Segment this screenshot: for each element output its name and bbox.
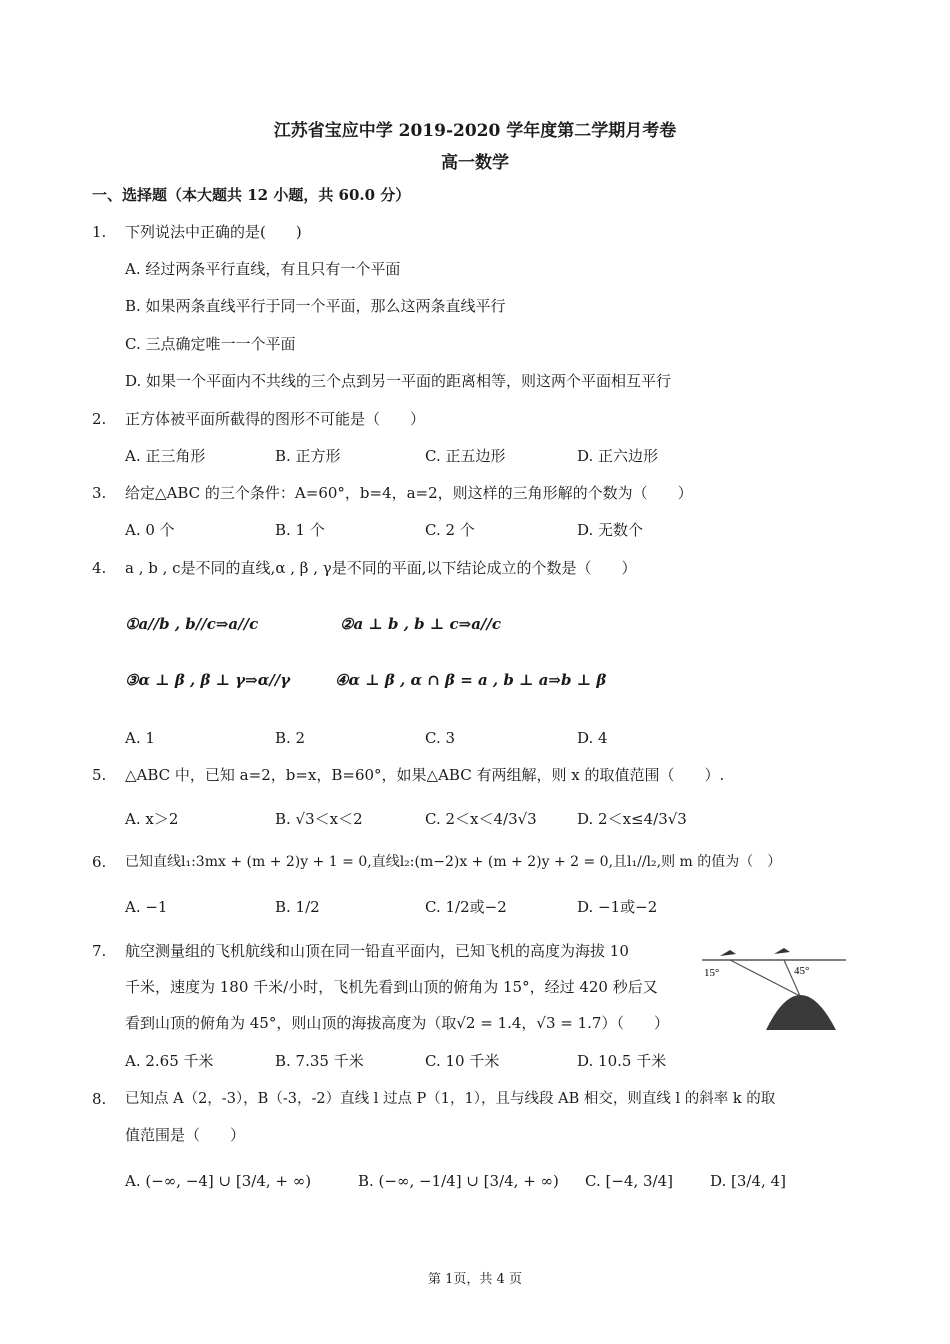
page-title: 江苏省宝应中学 2019-2020 学年度第二学期月考卷 (273, 121, 677, 141)
angle-label-45: 45° (794, 965, 810, 977)
q5-option-a: A. x＞2 (125, 810, 179, 828)
q4-option-a: A. 1 (125, 729, 155, 747)
q6-option-d: D. −1或−2 (577, 898, 658, 916)
q1-number: 1. (92, 223, 107, 241)
q8-option-c: C. [−4, 3/4] (585, 1172, 673, 1190)
q1-option-b: B. 如果两条直线平行于同一个平面，那么这两条直线平行 (125, 297, 506, 315)
q3-option-b: B. 1 个 (275, 521, 325, 539)
section-heading: 一、选择题（本大题共 12 小题，共 60.0 分） (92, 186, 411, 204)
q2-option-d: D. 正六边形 (577, 447, 659, 465)
q5-text: △ABC 中，已知 a=2，b=x，B=60°，如果△ABC 有两组解，则 x 的取值范围（ ）. (125, 766, 725, 784)
q7-mountain-figure (700, 942, 846, 1034)
q4-statement-4: ④α ⊥ β , α ∩ β = a , b ⊥ a⇒b ⊥ β (335, 671, 607, 689)
q4-statement-2: ②a ⊥ b , b ⊥ c⇒a//c (340, 615, 502, 633)
q3-text: 给定△ABC 的三个条件：A=60°，b=4，a=2，则这样的三角形解的个数为（ ） (125, 484, 693, 502)
q4-statement-3: ③α ⊥ β , β ⊥ γ⇒α//γ (125, 671, 291, 689)
q5-option-d: D. 2＜x≤4/3√3 (577, 810, 687, 828)
q3-option-c: C. 2 个 (425, 521, 475, 539)
q3-option-a: A. 0 个 (125, 521, 175, 539)
q5-option-b: B. √3＜x＜2 (275, 810, 363, 828)
q7-option-a: A. 2.65 千米 (125, 1052, 214, 1070)
q8-option-a: A. (−∞, −4] ∪ [3/4, + ∞) (125, 1172, 312, 1190)
q2-text: 正方体被平面所截得的图形不可能是（ ） (125, 410, 426, 428)
q2-option-c: C. 正五边形 (425, 447, 506, 465)
q6-text: 已知直线l₁:3mx + (m + 2)y + 1 = 0,直线l₂:(m−2)x + (m + 2)y + 2 = 0,且l₁//l₂,则 m 的值为（ ） (125, 854, 782, 870)
q7-option-b: B. 7.35 千米 (275, 1052, 364, 1070)
q4-option-c: C. 3 (425, 729, 456, 747)
q8-line-1: 已知点 A（2，-3），B（-3，-2）直线 l 过点 P（1，1），且与线段 AB 相交，则直线 l 的斜率 k 的取 (125, 1091, 776, 1107)
angle-label-15: 15° (704, 967, 720, 979)
q4-number: 4. (92, 559, 107, 577)
q6-option-a: A. −1 (125, 898, 168, 916)
q6-option-c: C. 1/2或−2 (425, 898, 507, 916)
q8-line-2: 值范围是（ ） (125, 1126, 246, 1144)
q4-statement-1: ①a//b , b//c⇒a//c (125, 615, 259, 633)
q2-option-b: B. 正方形 (275, 447, 341, 465)
q4-text: a , b , c是不同的直线,α , β , γ是不同的平面,以下结论成立的个数是（ ） (125, 559, 637, 577)
q8-option-b: B. (−∞, −1/4] ∪ [3/4, + ∞) (358, 1172, 559, 1190)
q6-option-b: B. 1/2 (275, 898, 320, 916)
q6-number: 6. (92, 853, 107, 871)
sight-line-15 (730, 960, 800, 996)
page-footer: 第 1页，共 4 页 (428, 1272, 522, 1287)
q1-option-d: D. 如果一个平面内不共线的三个点到另一平面的距离相等，则这两个平面相互平行 (125, 372, 672, 390)
q7-option-d: D. 10.5 千米 (577, 1052, 667, 1070)
q8-number: 8. (92, 1090, 107, 1108)
q7-line-2: 千米，速度为 180 千米/小时，飞机先看到山顶的俯角为 15°，经过 420 秒后又 (125, 978, 658, 996)
q2-option-a: A. 正三角形 (125, 447, 206, 465)
q5-number: 5. (92, 766, 107, 784)
q4-option-d: D. 4 (577, 729, 608, 747)
q3-option-d: D. 无数个 (577, 521, 644, 539)
q1-option-a: A. 经过两条平行直线，有且只有一个平面 (125, 260, 401, 278)
q1-option-c: C. 三点确定唯一一个平面 (125, 335, 296, 353)
mountain-shape (766, 995, 836, 1030)
q7-option-c: C. 10 千米 (425, 1052, 500, 1070)
q7-line-1: 航空测量组的飞机航线和山顶在同一铅直平面内，已知飞机的高度为海拔 10 (125, 942, 629, 960)
q5-option-c: C. 2＜x＜4/3√3 (425, 810, 537, 828)
page-subtitle: 高一数学 (441, 153, 509, 173)
q8-option-d: D. [3/4, 4] (710, 1172, 786, 1190)
q4-option-b: B. 2 (275, 729, 306, 747)
plane-icon-2 (774, 948, 790, 954)
q1-text: 下列说法中正确的是( ) (125, 223, 302, 241)
q3-number: 3. (92, 484, 107, 502)
q7-number: 7. (92, 942, 107, 960)
q7-line-3: 看到山顶的俯角为 45°，则山顶的海拔高度为（取√2 = 1.4，√3 = 1.7）（ ） (125, 1014, 669, 1032)
q2-number: 2. (92, 410, 107, 428)
plane-icon-1 (720, 950, 736, 956)
